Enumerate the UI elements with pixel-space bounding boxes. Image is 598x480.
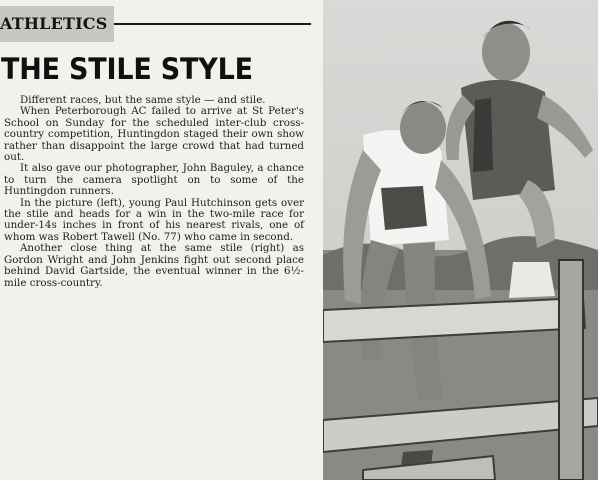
article-paragraph: Another close thing at the same stile (right) as Gordon Wright and John Jenkins fight out second place behind David Gartside, the eventual winner in the 6½-mile cross-country. [4,242,304,289]
section-label: ATHLETICS [0,14,108,33]
news-photo [323,0,598,480]
runners-at-stile-photo [323,0,598,480]
section-tag [0,6,114,42]
article-paragraph: Different races, but the same style — and stile. [20,94,266,106]
article-paragraph: It also gave our photographer, John Baguley, a chance to turn the camera spotlight on to some of the Huntingdon runners. [4,162,304,198]
headline: THE STILE STYLE [1,52,253,86]
article-body [4,95,304,289]
article-paragraph: In the picture (left), young Paul Hutchinson gets over the stile and heads for a win in the two-mile race for under-14s inches in front of his nearest rivals, one of whom was Robert Tawell (No. 77) who came in second. [4,196,304,243]
article-paragraph: When Peterborough AC failed to arrive at St Peter's School on Sunday for the scheduled inter-club cross-country competition, Huntingdon staged their own show rather than disappoint the large crowd that had turned out. [4,105,304,164]
section-rule [114,23,311,25]
